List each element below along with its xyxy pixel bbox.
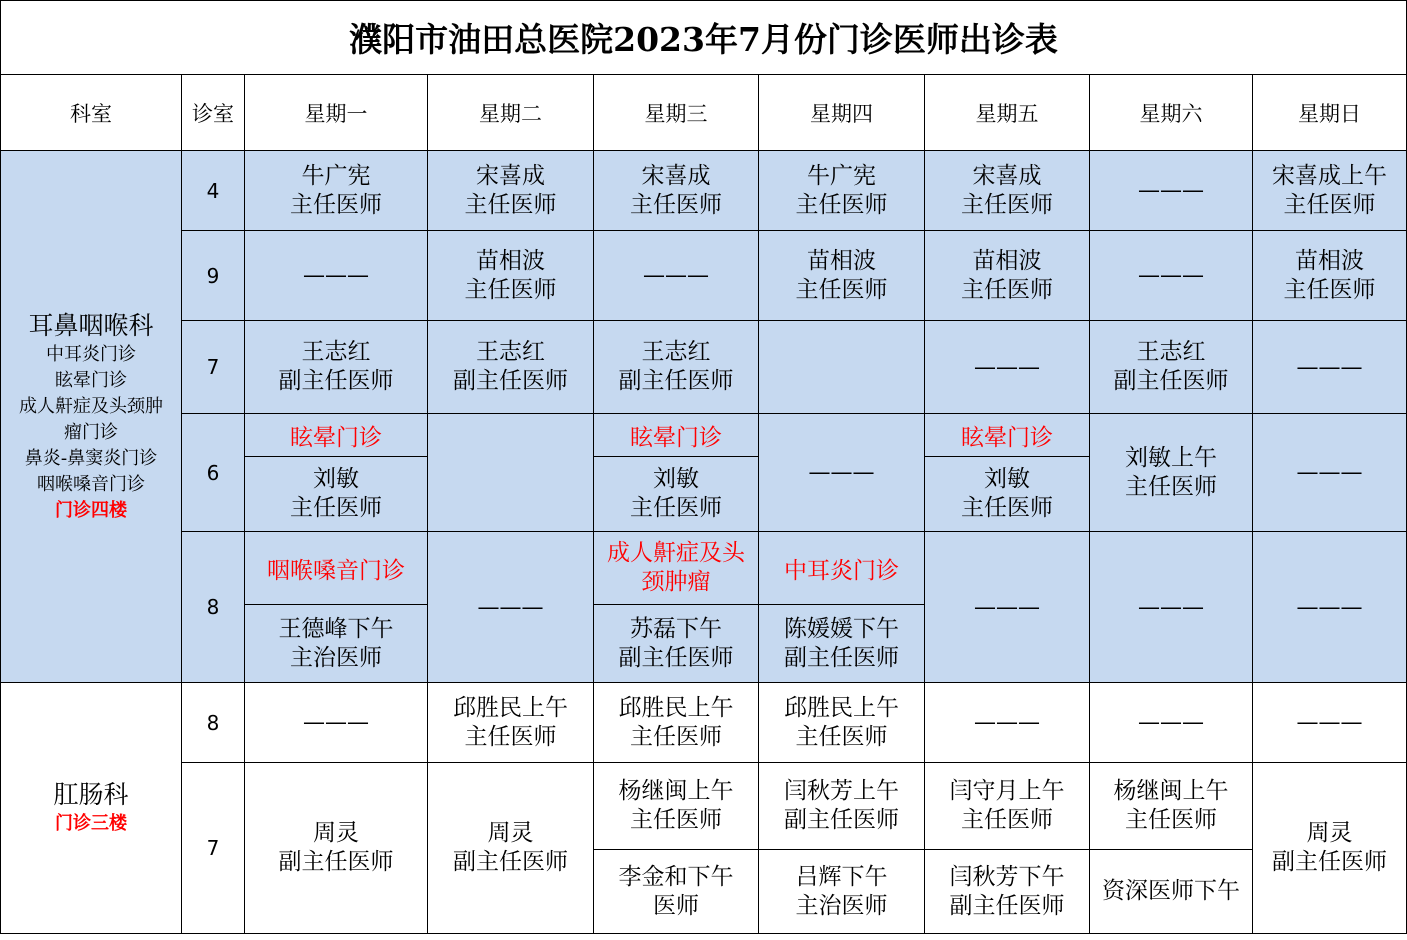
empty-slot: ——— <box>1253 321 1407 414</box>
dept-clinic: 瘤门诊 <box>64 421 118 443</box>
doctor-name: 闫守月上午 <box>949 778 1065 804</box>
room-number: 6 <box>182 414 245 532</box>
doctor-title: 主治医师 <box>290 644 382 671</box>
clinic-label-line: 颈肿瘤 <box>641 569 711 595</box>
doctor-cell <box>1253 231 1407 321</box>
doctor-cell <box>428 683 594 763</box>
doctor-title: 主任医师 <box>464 723 557 750</box>
doctor-title: 副主任医师 <box>278 849 394 875</box>
doctor-title: 主治医师 <box>795 892 888 919</box>
table-row <box>1 532 1407 605</box>
doctor-name: 杨继闽上午 <box>618 778 734 804</box>
empty-slot: ——— <box>428 532 594 683</box>
room-number: 7 <box>182 321 245 414</box>
header-thu: 星期四 <box>759 75 925 151</box>
doctor-cell <box>925 850 1090 934</box>
doctor-cell <box>428 763 594 934</box>
doctor-title: 主任医师 <box>464 191 557 218</box>
doctor-name: 陈媛媛下午 <box>784 615 899 642</box>
doctor-title: 主任医师 <box>1125 473 1217 500</box>
dept-ent <box>1 151 182 683</box>
dept-location: 门诊三楼 <box>55 813 127 834</box>
header-dept: 科室 <box>1 75 182 151</box>
doctor-cell <box>1090 414 1253 532</box>
doctor-title: 主任医师 <box>290 191 382 218</box>
doctor-title: 主任医师 <box>961 495 1053 521</box>
doctor-cell <box>594 457 759 532</box>
doctor-cell <box>594 605 759 683</box>
doctor-cell <box>594 850 759 934</box>
doctor-name: 苏磊下午 <box>630 615 722 642</box>
doctor-cell <box>245 457 428 532</box>
doctor-title: 主任医师 <box>1283 191 1376 218</box>
doctor-name: 王志红 <box>641 339 711 365</box>
doctor-name: 牛广宪 <box>807 162 876 189</box>
room-number: 7 <box>182 763 245 934</box>
doctor-name: 周灵 <box>487 820 534 846</box>
empty-slot: ——— <box>925 683 1090 763</box>
doctor-name: 李金和下午 <box>618 863 734 890</box>
clinic-label: 咽喉嗓音门诊 <box>245 532 428 605</box>
doctor-cell <box>1090 321 1253 414</box>
doctor-title: 主任医师 <box>630 191 722 218</box>
header-tue: 星期二 <box>428 75 594 151</box>
clinic-label <box>594 532 759 605</box>
doctor-name: 宋喜成上午 <box>1272 162 1388 189</box>
doctor-title: 医师 <box>653 892 699 919</box>
doctor-title: 主任医师 <box>290 495 382 521</box>
doctor-cell <box>428 151 594 231</box>
doctor-name: 苗相波 <box>972 247 1042 274</box>
dept-location: 门诊四楼 <box>55 499 127 521</box>
room-number: 8 <box>182 683 245 763</box>
doctor-cell <box>594 321 759 414</box>
table-row <box>1 683 1407 763</box>
doctor-name: 宋喜成 <box>476 162 545 189</box>
doctor-title: 主任医师 <box>961 807 1053 833</box>
doctor-title: 副主任医师 <box>1272 849 1388 875</box>
empty-slot: ——— <box>759 414 925 532</box>
dept-name: 肛肠科 <box>53 780 129 809</box>
doctor-name: 宋喜成 <box>972 162 1042 189</box>
dept-clinic: 咽喉嗓音门诊 <box>37 473 145 495</box>
doctor-title: 副主任医师 <box>1113 368 1229 394</box>
dept-clinic: 鼻炎-鼻窦炎门诊 <box>24 447 158 469</box>
doctor-name: 苗相波 <box>807 247 876 274</box>
doctor-title: 主任医师 <box>795 276 888 303</box>
empty-slot: ——— <box>925 532 1090 683</box>
doctor-title: 主任医师 <box>630 723 722 750</box>
doctor-title: 副主任医师 <box>453 368 568 394</box>
page-title: 濮阳市油田总医院2023年7月份门诊医师出诊表 <box>1 1 1407 75</box>
doctor-name: 杨继闽上午 <box>1113 778 1229 804</box>
clinic-label-line: 成人鼾症及头 <box>607 540 745 566</box>
doctor-name: 吕辉下午 <box>795 863 888 890</box>
doctor-cell <box>759 850 925 934</box>
doctor-name: 刘敏上午 <box>1125 444 1217 471</box>
doctor-title: 副主任医师 <box>784 644 899 671</box>
table-row <box>1 321 1407 414</box>
room-number: 8 <box>182 532 245 683</box>
doctor-name: 苗相波 <box>1295 247 1365 274</box>
dept-clinic: 中耳炎门诊 <box>46 343 136 365</box>
dept-clinic: 成人鼾症及头颈肿 <box>19 395 163 417</box>
doctor-cell <box>759 151 925 231</box>
doctor-name: 王德峰下午 <box>278 615 394 642</box>
doctor-title: 副主任医师 <box>784 807 899 833</box>
doctor-cell <box>759 683 925 763</box>
doctor-cell <box>759 763 925 850</box>
doctor-name: 邱胜民上午 <box>618 694 734 721</box>
empty-slot: ——— <box>1090 683 1253 763</box>
doctor-title: 副主任医师 <box>278 368 394 394</box>
blank-slot <box>759 321 925 414</box>
doctor-cell <box>245 763 428 934</box>
empty-slot: ——— <box>1090 151 1253 231</box>
blank-slot <box>428 414 594 532</box>
doctor-name: 邱胜民上午 <box>784 694 899 721</box>
empty-slot: ——— <box>1253 532 1407 683</box>
doctor-cell <box>925 231 1090 321</box>
empty-slot: ——— <box>1090 532 1253 683</box>
header-row <box>1 75 1407 151</box>
doctor-title: 主任医师 <box>1283 276 1376 303</box>
doctor-cell: 资深医师下午 <box>1090 850 1253 934</box>
doctor-cell <box>594 151 759 231</box>
room-number: 9 <box>182 231 245 321</box>
doctor-cell <box>1253 763 1407 934</box>
empty-slot: ——— <box>245 683 428 763</box>
header-fri: 星期五 <box>925 75 1090 151</box>
doctor-name: 王志红 <box>1136 339 1206 365</box>
doctor-title: 副主任医师 <box>453 849 568 875</box>
empty-slot: ——— <box>1090 231 1253 321</box>
clinic-label: 中耳炎门诊 <box>759 532 925 605</box>
doctor-name: 牛广宪 <box>301 162 371 189</box>
doctor-name: 闫秋芳下午 <box>949 863 1065 890</box>
empty-slot: ——— <box>245 231 428 321</box>
doctor-name: 闫秋芳上午 <box>784 778 899 804</box>
doctor-cell <box>925 151 1090 231</box>
doctor-name: 刘敏 <box>313 466 359 492</box>
table-row <box>1 231 1407 321</box>
header-sat: 星期六 <box>1090 75 1253 151</box>
doctor-title: 主任医师 <box>795 191 888 218</box>
header-wed: 星期三 <box>594 75 759 151</box>
doctor-cell <box>1090 763 1253 850</box>
doctor-cell <box>594 683 759 763</box>
doctor-title: 主任医师 <box>630 495 722 521</box>
doctor-cell <box>925 763 1090 850</box>
doctor-title: 主任医师 <box>464 276 557 303</box>
doctor-cell <box>245 605 428 683</box>
doctor-cell <box>428 231 594 321</box>
clinic-label: 眩晕门诊 <box>925 414 1090 457</box>
dept-name: 耳鼻咽喉科 <box>28 310 154 340</box>
doctor-cell <box>759 605 925 683</box>
table-row <box>1 414 1407 457</box>
dept-clinic: 眩晕门诊 <box>55 369 127 391</box>
doctor-cell <box>925 457 1090 532</box>
doctor-title: 副主任医师 <box>618 644 734 671</box>
header-mon: 星期一 <box>245 75 428 151</box>
doctor-name: 王志红 <box>301 339 371 365</box>
doctor-title: 主任医师 <box>795 723 888 750</box>
empty-slot: ——— <box>1253 414 1407 532</box>
doctor-name: 刘敏 <box>984 466 1030 492</box>
doctor-title: 主任医师 <box>961 276 1053 303</box>
doctor-cell <box>245 321 428 414</box>
table-row <box>1 763 1407 850</box>
doctor-name: 宋喜成 <box>641 162 711 189</box>
doctor-name: 周灵 <box>1306 820 1353 846</box>
header-room: 诊室 <box>182 75 245 151</box>
doctor-title: 主任医师 <box>961 191 1053 218</box>
doctor-cell <box>245 151 428 231</box>
doctor-title: 副主任医师 <box>949 892 1065 919</box>
empty-slot: ——— <box>1253 683 1407 763</box>
clinic-label: 眩晕门诊 <box>594 414 759 457</box>
empty-slot: ——— <box>594 231 759 321</box>
doctor-name: 王志红 <box>476 339 545 365</box>
doctor-name: 周灵 <box>313 820 359 846</box>
doctor-cell <box>594 763 759 850</box>
table-row <box>1 151 1407 231</box>
clinic-label: 眩晕门诊 <box>245 414 428 457</box>
doctor-name: 苗相波 <box>476 247 545 274</box>
room-number: 4 <box>182 151 245 231</box>
empty-slot: ——— <box>925 321 1090 414</box>
dept-anal <box>1 683 182 934</box>
doctor-name: 刘敏 <box>653 466 699 492</box>
doctor-title: 主任医师 <box>630 807 722 833</box>
doctor-cell <box>759 231 925 321</box>
doctor-name: 邱胜民上午 <box>453 694 568 721</box>
doctor-title: 副主任医师 <box>618 368 734 394</box>
header-sun: 星期日 <box>1253 75 1407 151</box>
doctor-title: 主任医师 <box>1125 807 1217 833</box>
doctor-cell <box>1253 151 1407 231</box>
doctor-cell <box>428 321 594 414</box>
